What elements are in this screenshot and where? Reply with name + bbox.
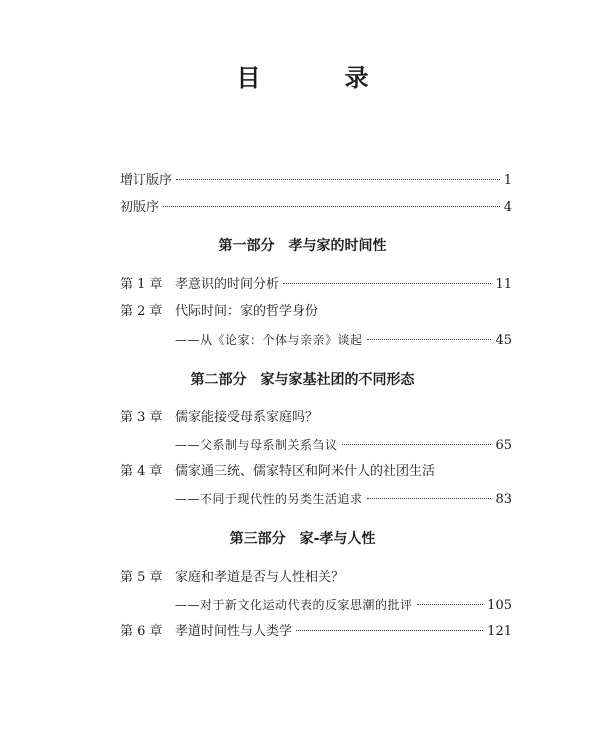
dot-leader — [342, 444, 492, 445]
chapter-number: 第 1 章 — [120, 277, 163, 292]
dot-leader — [296, 630, 483, 631]
entry-label: 初版序 — [120, 200, 160, 215]
chapter-title: 孝意识的时间分析 — [175, 277, 280, 292]
dot-leader — [163, 206, 500, 207]
chapter-title: 代际时间：家的哲学身份 — [175, 304, 319, 319]
chapter-number: 第 2 章 — [120, 304, 163, 319]
toc-entry-chapter-2[interactable] — [120, 302, 512, 322]
chapter-number: 第 5 章 — [120, 570, 163, 585]
toc-entry-preface-first[interactable] — [120, 198, 512, 218]
page-title: 目 录 — [236, 64, 399, 92]
chapter-subtitle: ——不同于现代性的另类生活追求 — [175, 492, 363, 506]
toc-entry-chapter-5[interactable] — [120, 568, 512, 588]
part-heading: 第一部分 孝与家的时间性 — [218, 238, 387, 254]
chapter-title: 儒家能接受母系家庭吗？ — [175, 410, 319, 425]
chapter-title: 儒家通三统、儒家特区和阿米什人的社团生活 — [175, 464, 436, 479]
toc-entry-chapter-1[interactable] — [120, 275, 512, 295]
chapter-subtitle: ——对于新文化运动代表的反家思潮的批评 — [175, 598, 413, 612]
entry-page: 1 — [503, 173, 512, 188]
part-heading: 第三部分 家-孝与人性 — [229, 531, 376, 547]
toc-entry-chapter-2-subtitle[interactable] — [175, 330, 512, 350]
toc-entry-chapter-5-subtitle[interactable] — [175, 595, 512, 615]
entry-page: 83 — [495, 492, 512, 507]
entry-page: 105 — [487, 598, 512, 613]
chapter-title: 家庭和孝道是否与人性相关？ — [175, 570, 345, 585]
entry-page: 11 — [495, 277, 512, 292]
entry-label: 增订版序 — [120, 173, 173, 188]
dot-leader — [176, 179, 500, 180]
dot-leader — [367, 339, 492, 340]
chapter-subtitle: ——从《论家：个体与亲亲》谈起 — [175, 333, 363, 347]
entry-page: 65 — [495, 438, 512, 453]
toc-entry-chapter-3[interactable] — [120, 408, 512, 428]
chapter-subtitle: ——父系制与母系制关系刍议 — [175, 438, 338, 452]
entry-page: 45 — [495, 333, 512, 348]
part-heading: 第二部分 家与家基社团的不同形态 — [190, 372, 415, 388]
chapter-number: 第 3 章 — [120, 410, 163, 425]
dot-leader — [367, 498, 492, 499]
toc-entry-chapter-4[interactable] — [120, 462, 512, 482]
toc-entry-preface-revised[interactable] — [120, 171, 512, 191]
chapter-number: 第 6 章 — [120, 624, 163, 639]
chapter-title: 孝道时间性与人类学 — [175, 624, 293, 639]
toc-entry-chapter-4-subtitle[interactable] — [175, 489, 512, 509]
entry-page: 4 — [503, 200, 512, 215]
toc-entry-chapter-3-subtitle[interactable] — [175, 435, 512, 455]
chapter-number: 第 4 章 — [120, 464, 163, 479]
toc-entry-chapter-6[interactable] — [120, 622, 512, 642]
entry-page: 121 — [487, 624, 512, 639]
dot-leader — [283, 283, 491, 284]
dot-leader — [417, 604, 484, 605]
